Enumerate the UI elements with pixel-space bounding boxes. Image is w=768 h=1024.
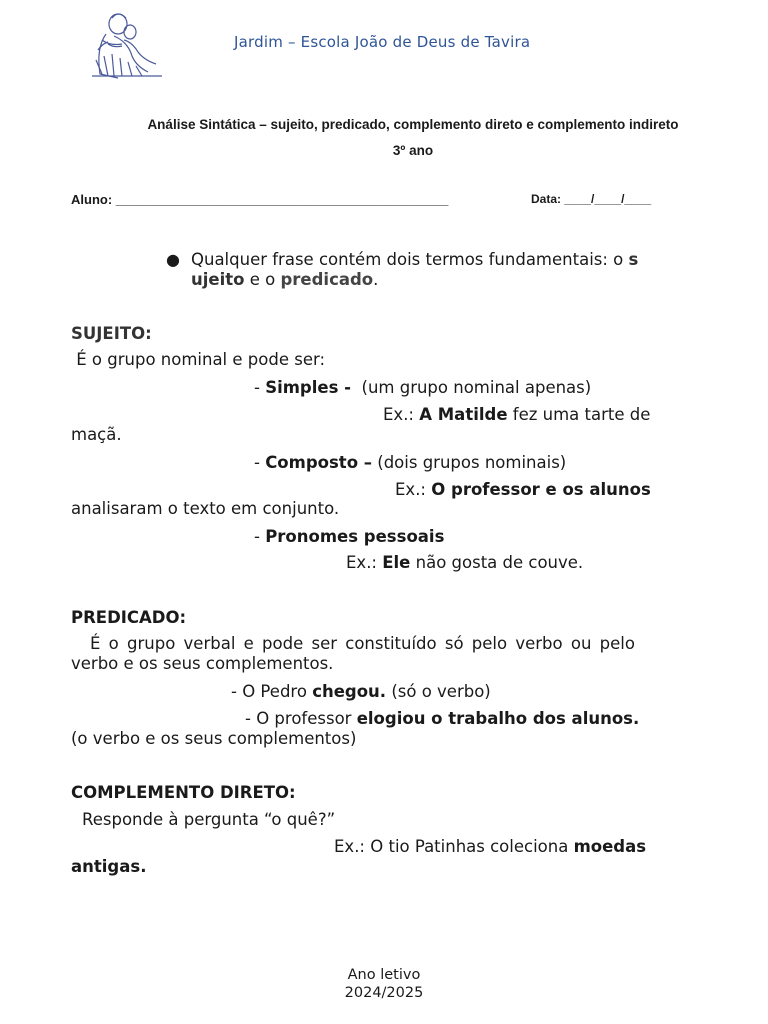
sujeito-example-2: Ex.: O professor e os alunos	[395, 480, 651, 499]
sujeito-pronomes: - Pronomes pessoais	[254, 527, 445, 546]
footer-school-year-label: Ano letivo	[347, 967, 421, 983]
predicado-example-1: - O Pedro chegou. (só o verbo)	[231, 682, 491, 701]
complemento-direto-heading: COMPLEMENTO DIRETO:	[71, 783, 296, 802]
page-title: Análise Sintática – sujeito, predicado, complemento direto e complemento indireto	[147, 117, 679, 132]
sujeito-example-1: Ex.: A Matilde fez uma tarte de	[383, 405, 651, 424]
grade-label: 3º ano	[392, 143, 434, 158]
sujeito-example-2-cont: analisaram o texto em conjunto.	[71, 499, 340, 518]
date-label: Data:	[531, 192, 562, 206]
sujeito-simples: - Simples - (um grupo nominal apenas)	[254, 378, 592, 397]
sujeito-example-3: Ex.: Ele não gosta de couve.	[346, 553, 584, 572]
predicado-term: predicado	[280, 270, 374, 289]
date-line: ____/____/____	[564, 192, 652, 206]
student-line: ______________________________________________	[115, 192, 449, 207]
predicado-heading: PREDICADO:	[71, 608, 187, 627]
sujeito-example-1-cont: maçã.	[71, 425, 122, 444]
complemento-direto-question: Responde à pergunta “o quê?”	[82, 810, 336, 829]
predicado-intro-line2: verbo e os seus complementos.	[71, 654, 334, 673]
intro-bullet-text: Qualquer frase contém dois termos fundamentais: o s ujeito e o predicado.	[191, 250, 639, 289]
sujeito-term-2: ujeito	[191, 270, 245, 289]
sujeito-heading: SUJEITO:	[71, 324, 152, 343]
sujeito-composto: - Composto – (dois grupos nominais)	[254, 453, 567, 472]
school-name: Jardim – Escola João de Deus de Tavira	[234, 33, 531, 51]
bullet-icon: ●	[166, 250, 180, 269]
sujeito-intro: É o grupo nominal e pode ser:	[71, 350, 326, 369]
predicado-example-2: - O professor elogiou o trabalho dos alunos.	[245, 709, 640, 728]
footer-school-year: 2024/2025	[344, 985, 424, 1001]
complemento-direto-example: Ex.: O tio Patinhas coleciona moedas	[334, 837, 647, 856]
student-label: Aluno:	[71, 192, 113, 207]
predicado-example-2-cont: (o verbo e os seus complementos)	[71, 729, 357, 748]
complemento-direto-example-cont: antigas.	[71, 857, 147, 876]
predicado-intro-line1: É o grupo verbal e pode ser constituído só pelo verbo ou pelo	[90, 634, 635, 653]
date-field[interactable]	[531, 192, 651, 206]
school-logo-icon	[84, 10, 164, 82]
sujeito-term-1: s	[628, 250, 639, 269]
student-field[interactable]	[71, 192, 448, 207]
